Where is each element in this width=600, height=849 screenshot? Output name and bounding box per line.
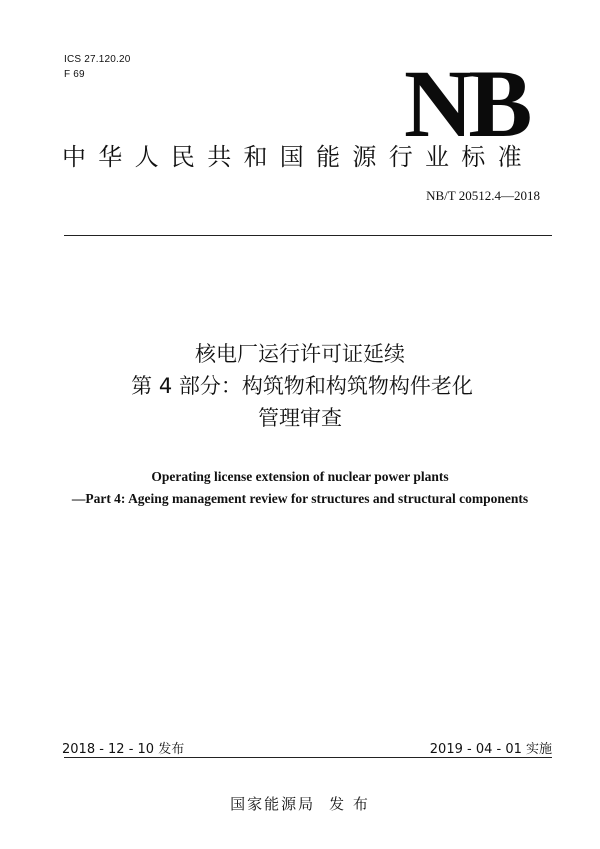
date-row [62, 738, 552, 758]
publisher-line [0, 793, 600, 814]
chinese-title-line-2: 第 4 部分：构筑物和构筑物构件老化 [131, 374, 473, 398]
chinese-title-line-1: 核电厂运行许可证延续 [195, 342, 405, 366]
publish-label: 发 布 [329, 795, 370, 813]
english-title-line-1: Operating license extension of nuclear power plants [151, 469, 449, 484]
publisher-name: 国家能源局 [230, 795, 316, 813]
chinese-title-line-3: 管理审查 [258, 406, 342, 430]
standard-number: NB/T 20512.4—2018 [426, 188, 540, 203]
ccs-code: F 69 [64, 69, 85, 80]
issue-date: 2018 - 12 - 10 发布 [62, 742, 185, 757]
nb-logo: NB [404, 50, 528, 157]
classification-codes [64, 52, 131, 82]
header-divider [64, 235, 552, 236]
ics-code: ICS 27.120.20 [64, 54, 131, 65]
english-title [0, 466, 600, 510]
footer-divider [64, 757, 552, 758]
english-title-line-2: —Part 4: Ageing management review for structures and structural components [71, 491, 529, 506]
implementation-date: 2019 - 04 - 01 实施 [429, 742, 552, 757]
chinese-title [0, 338, 600, 434]
standard-category-title: 中华人民共和国能源行业标准 [62, 143, 534, 171]
